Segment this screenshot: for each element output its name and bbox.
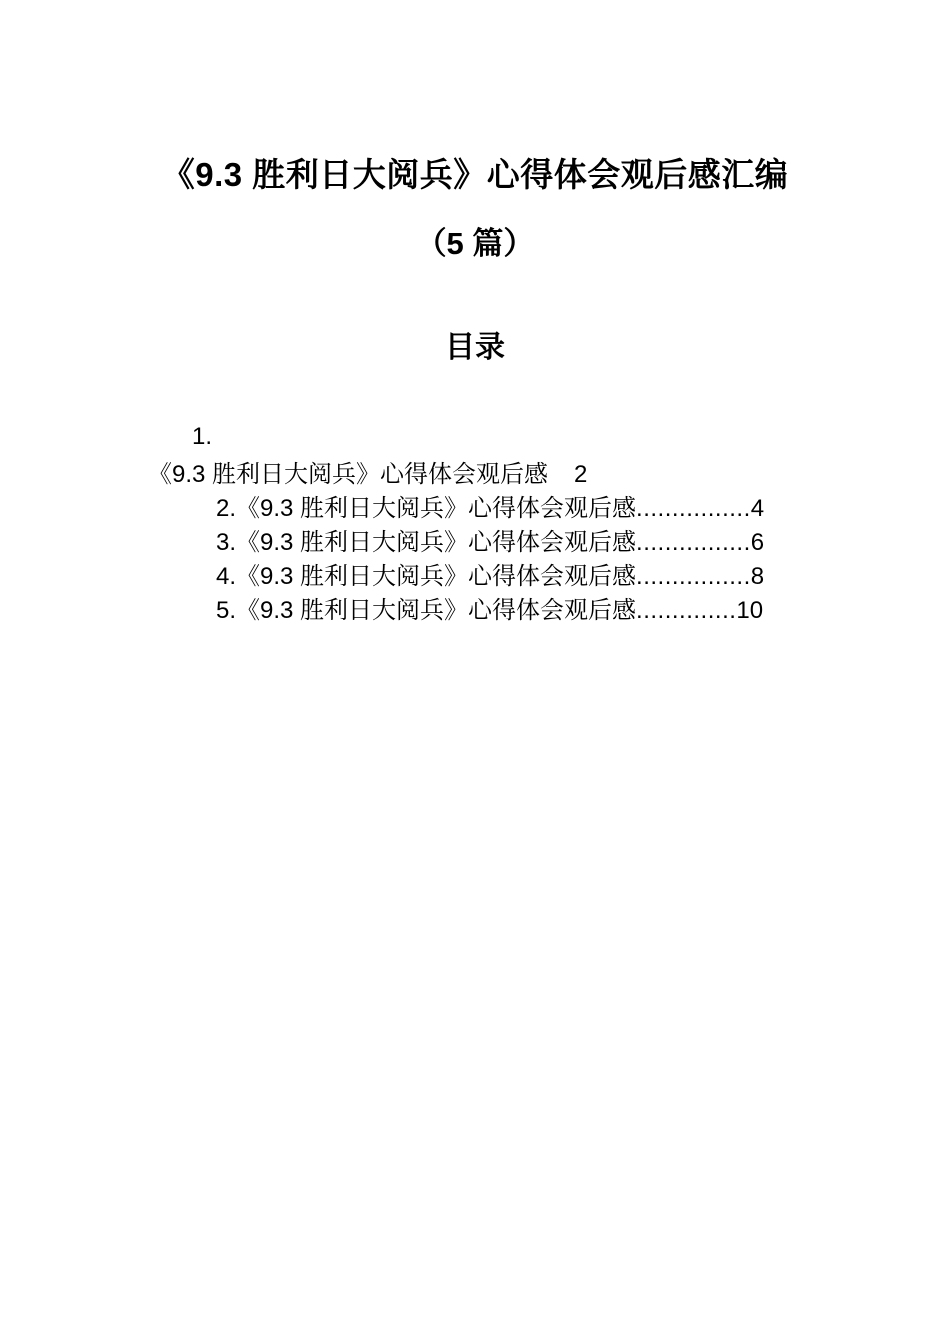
page-subtitle: （5 篇） xyxy=(415,226,535,261)
toc-item-page: 4 xyxy=(750,495,765,522)
page-title: 《9.3 胜利日大阅兵》心得体会观后感汇编 xyxy=(161,156,789,193)
toc-item-page: 8 xyxy=(750,563,765,590)
toc-item-label: 《9.3 胜利日大阅兵》心得体会观后感 xyxy=(236,563,637,590)
toc-item-number: 1. xyxy=(192,423,213,450)
toc-heading: 目录 xyxy=(445,331,505,364)
table-of-contents xyxy=(148,368,802,628)
toc-item-5[interactable] xyxy=(148,594,802,628)
toc-item-4[interactable] xyxy=(148,560,802,594)
toc-item-number: 5. xyxy=(216,597,237,624)
toc-item-number: 2. xyxy=(216,495,237,522)
toc-item-page: 10 xyxy=(736,597,764,624)
toc-item-label: 《9.3 胜利日大阅兵》心得体会观后感 xyxy=(236,597,637,624)
toc-item-label: 《9.3 胜利日大阅兵》心得体会观后感 xyxy=(236,495,637,522)
toc-item-1-text-line[interactable] xyxy=(148,458,802,492)
toc-item-leader: ................ xyxy=(636,495,751,522)
toc-item-label: 《9.3 胜利日大阅兵》心得体会观后感 xyxy=(148,461,549,488)
toc-item-3[interactable] xyxy=(148,526,802,560)
toc-item-1[interactable] xyxy=(148,420,802,454)
toc-item-page: 6 xyxy=(750,529,765,556)
toc-item-leader: .............. xyxy=(636,597,737,624)
toc-item-page: 2 xyxy=(574,461,588,488)
toc-item-number: 3. xyxy=(216,529,237,556)
toc-item-2[interactable] xyxy=(148,492,802,526)
toc-item-number: 4. xyxy=(216,563,237,590)
toc-item-label: 《9.3 胜利日大阅兵》心得体会观后感 xyxy=(236,529,637,556)
toc-item-leader: ................ xyxy=(636,529,751,556)
toc-item-leader: ................ xyxy=(636,563,751,590)
